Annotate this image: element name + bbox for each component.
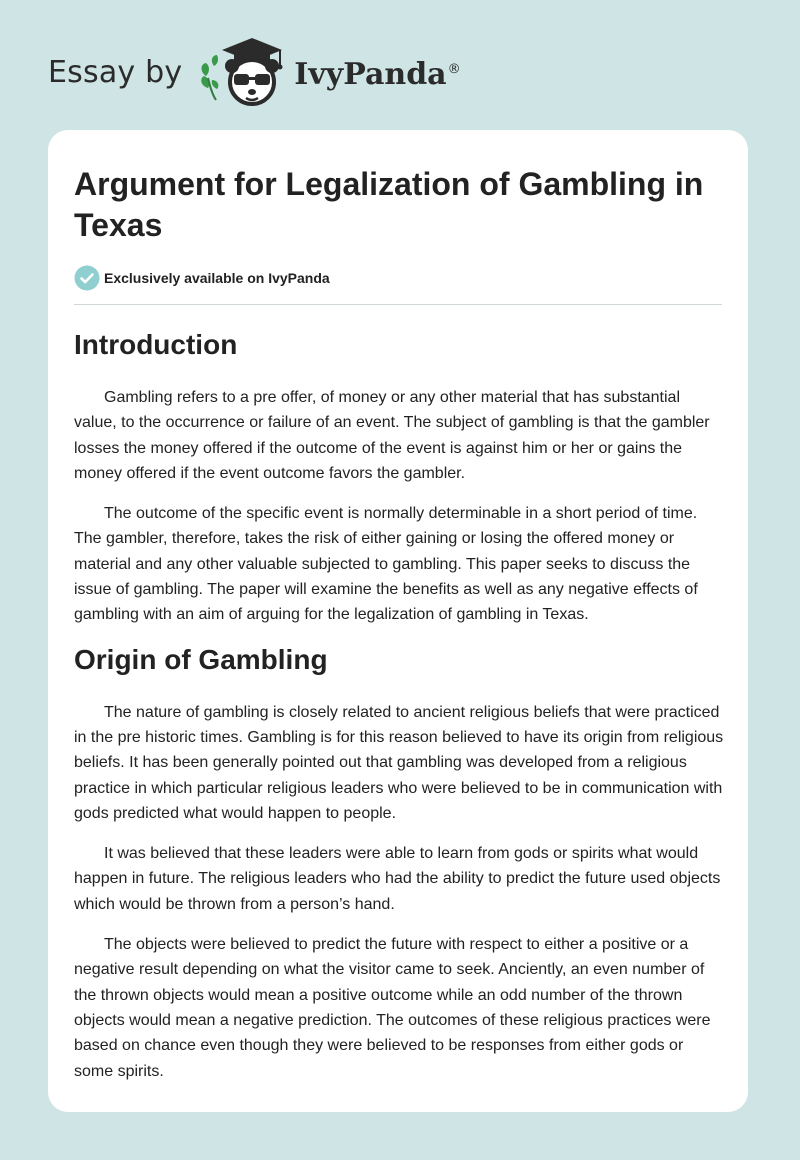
check-circle-icon [74,265,100,291]
paragraph: It was believed that these leaders were able to learn from gods or spirits what would happen in future. The religious leaders who had the ability to predict the future used objects which would be thrown from a person’s hand. [74,845,721,913]
section-heading-origin: Origin of Gambling [74,643,328,675]
page-title: Argument for Legalization of Gambling in Texas [74,166,704,243]
paragraph: The nature of gambling is closely related to ancient religious beliefs that were practiced in the pre historic times. Gambling is for this reason believed to have its origin from religious beliefs. It has been generally pointed out that gambling was developed from a religious practice in which particular religious leaders who were believed to be in communication with gods predicted what would happen to people. [74,703,724,822]
registered-mark: ® [447,61,461,77]
essay-card [48,130,748,1112]
exclusive-badge [74,264,722,292]
site-header [48,36,461,108]
divider [74,304,722,305]
badge-text: Exclusively available on IvyPanda [104,270,330,286]
paragraph: Gambling refers to a pre offer, of money or any other material that has substantial value, to the occurrence or failure of an event. The subject of gambling is that the gambler losses the money offered if the outcome of the event is against him or her or gains the money offered if the event outcome favors the gambler. [74,389,710,482]
paragraph: The outcome of the specific event is normally determinable in a short period of time. The gambler, therefore, takes the risk of either gaining or losing the offered money or material and any other valuable subjected to gambling. This paper seeks to discuss the issue of gambling. The paper will examine the benefits as well as any negative effects of gambling with an aim of arguing for the legalization of gambling in Texas. [74,505,698,624]
brand-name[interactable] [294,57,460,92]
paragraph: The objects were believed to predict the future with respect to either a positive or a negative result depending on what the visitor came to seek. Anciently, an even number of the thrown objects would mean a positive outcome while an odd number of the thrown objects would mean a negative prediction. The outcomes of these religious practices were based on chance even though they were believed to be responses from either gods or some spirits. [74,936,711,1080]
panda-graduate-icon[interactable] [196,36,292,108]
brand-prefix: Essay by [48,54,183,90]
section-heading-introduction: Introduction [74,329,238,360]
brand-name-text: IvyPanda [294,56,447,92]
